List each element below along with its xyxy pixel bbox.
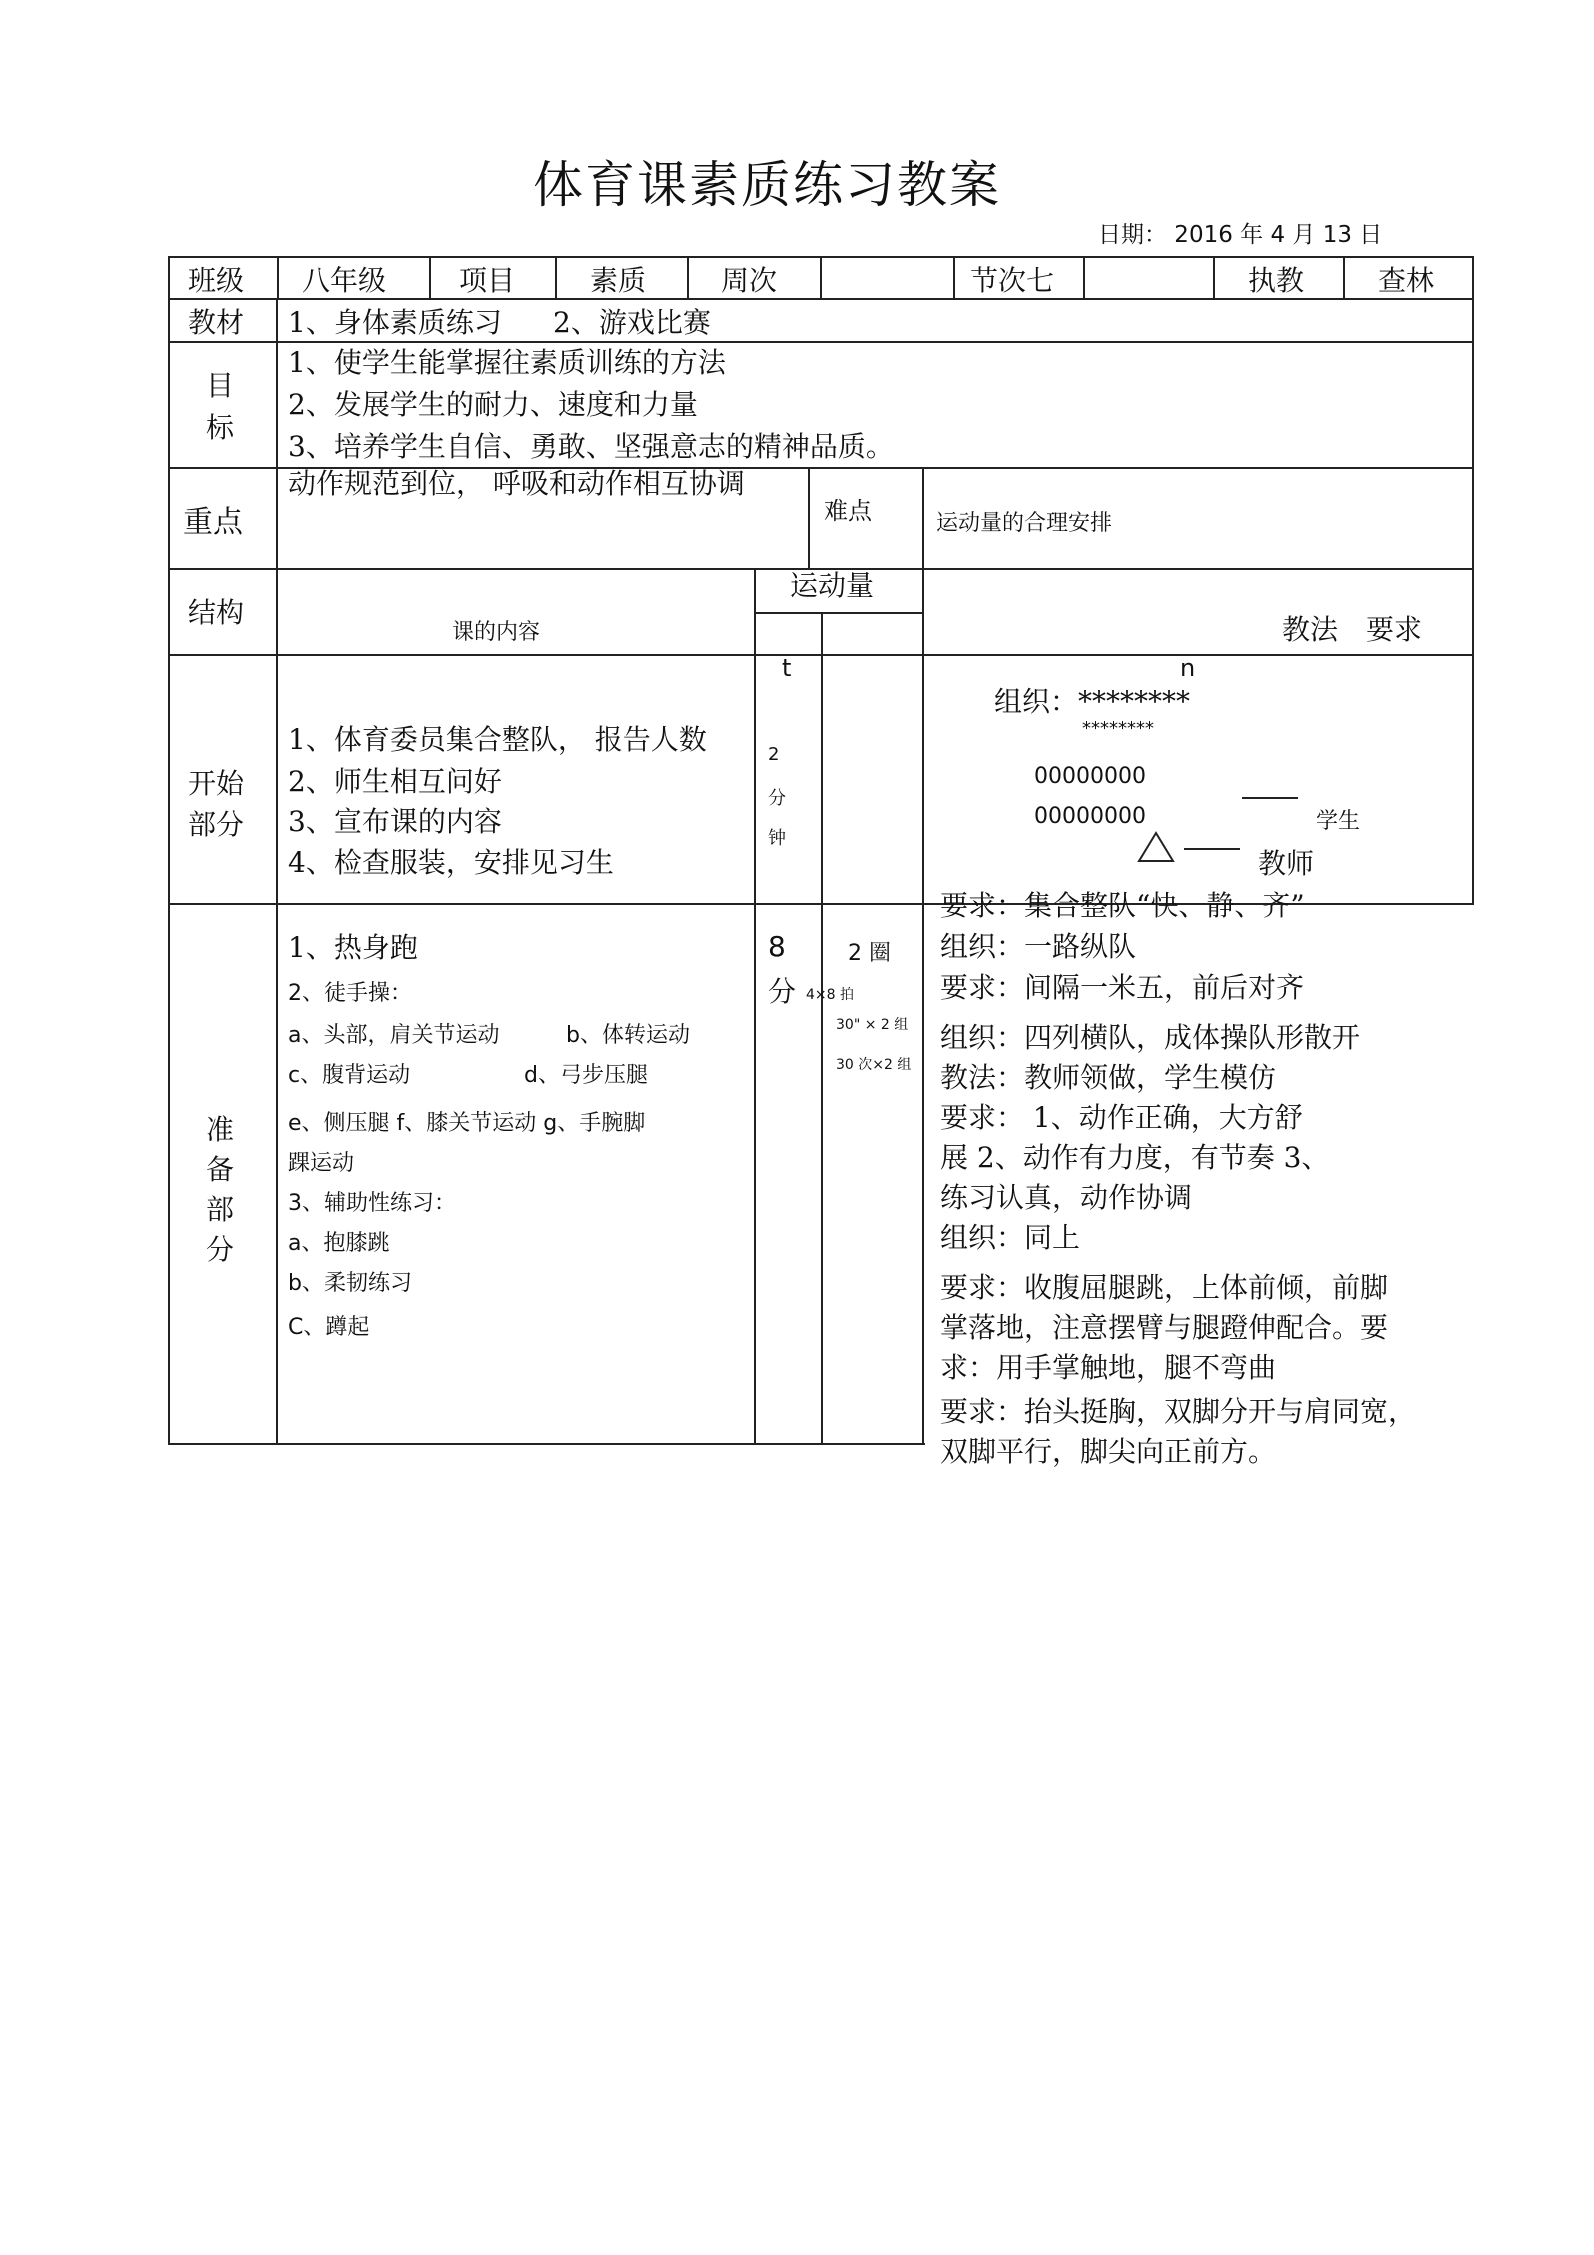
- prep-item-4a: c、腹背运动: [288, 1063, 411, 1088]
- prep-label-char-4: 分: [206, 1233, 235, 1266]
- teacher-triangle-icon: [1136, 830, 1176, 864]
- prep-method-8: 组织：同上: [940, 1221, 1081, 1254]
- start-item-4: 4、检查服装，安排见习生: [288, 846, 614, 879]
- page-title: 体育课素质练习教案: [533, 156, 1001, 214]
- structure-label: 结构: [188, 596, 245, 629]
- start-time-value: 2: [768, 744, 780, 765]
- prep-item-4b: d、弓步压腿: [524, 1063, 648, 1088]
- n-mark: n: [1180, 654, 1196, 682]
- start-section-label-1: 开始: [188, 767, 245, 800]
- prep-method-9: 要求：收腹屈腿跳，上体前倾，前脚: [940, 1271, 1389, 1304]
- prep-load-beat: 4×8 拍: [806, 987, 854, 1003]
- prep-method-5: 要求： 1、动作正确，大方舒: [940, 1101, 1303, 1134]
- prep-time-fen: 分: [768, 975, 797, 1008]
- textbook-label: 教材: [188, 306, 245, 339]
- prep-label-char-1: 准: [206, 1113, 235, 1146]
- prep-item-9: b、柔韧练习: [288, 1271, 412, 1296]
- prep-method-3: 组织：四列横队，成体操队形散开: [940, 1021, 1361, 1054]
- item-label: 项目: [459, 264, 516, 297]
- class-value: 八年级: [302, 264, 387, 297]
- prep-item-6: 踝运动: [288, 1151, 355, 1176]
- start-item-1: 1、体育委员集合整队， 报告人数: [288, 723, 707, 756]
- prep-load-30s: 30" × 2 组: [836, 1017, 909, 1033]
- prep-load-lap: 2 圈: [848, 941, 891, 966]
- prep-item-2: 2、徒手操：: [288, 981, 412, 1006]
- org-formation-row-2: ********: [1082, 718, 1154, 739]
- goals-label-1: 目: [206, 369, 235, 402]
- start-requirement: 要求：集合整队“快、静、齐”: [940, 889, 1305, 922]
- prep-method-1: 组织：一路纵队: [940, 930, 1137, 963]
- org-formation-row-1: 组织：********: [994, 685, 1191, 718]
- start-section-label-2: 部分: [188, 808, 245, 841]
- prep-method-10: 掌落地，注意摆臂与腿蹬伸配合。要: [940, 1311, 1389, 1344]
- key-points-label: 重点: [183, 505, 243, 540]
- goal-item-3: 3、培养学生自信、勇敢、坚强意志的精神品质。: [288, 430, 894, 463]
- teacher-position-label: 教师: [1258, 847, 1315, 880]
- goals-label-2: 标: [206, 411, 235, 444]
- prep-time-8: 8: [768, 930, 786, 963]
- content-label: 课的内容: [452, 620, 541, 645]
- textbook-item-2: 2、游戏比赛: [553, 306, 711, 339]
- week-label: 周次: [721, 264, 778, 297]
- student-label: 学生: [1316, 809, 1361, 834]
- textbook-item-1: 1、身体素质练习: [288, 306, 502, 339]
- start-item-3: 3、宣布课的内容: [288, 805, 502, 838]
- prep-load-30c: 30 次×2 组: [836, 1057, 912, 1073]
- method-label: 教法 要求: [1282, 613, 1423, 646]
- prep-label-char-2: 备: [206, 1153, 235, 1186]
- prep-method-6: 展 2、动作有力度，有节奏 3、: [940, 1141, 1330, 1174]
- start-time-unit-2: 钟: [768, 828, 786, 849]
- lesson-date: 日期： 2016 年 4 月 13 日: [1098, 222, 1383, 248]
- prep-item-10: C、蹲起: [288, 1315, 370, 1340]
- teacher-value: 查林: [1378, 264, 1435, 297]
- prep-method-11: 求：用手掌触地，腿不弯曲: [940, 1351, 1277, 1384]
- teacher-label: 执教: [1248, 264, 1305, 297]
- prep-item-7: 3、辅助性练习：: [288, 1191, 456, 1216]
- prep-item-3b: b、体转运动: [566, 1023, 690, 1048]
- session-label: 节次七: [970, 264, 1055, 297]
- prep-method-4: 教法：教师领做，学生模仿: [940, 1061, 1277, 1094]
- prep-method-2: 要求：间隔一米五，前后对齐: [940, 971, 1305, 1004]
- prep-method-13: 双脚平行，脚尖向正前方。: [940, 1435, 1277, 1468]
- difficulty-text: 运动量的合理安排: [936, 511, 1113, 536]
- time-t-mark: t: [782, 654, 792, 682]
- prep-method-12: 要求：抬头挺胸，双脚分开与肩同宽，: [940, 1395, 1417, 1428]
- prep-item-5: e、侧压腿 f、膝关节运动 g、手腕脚: [288, 1111, 646, 1136]
- item-value: 素质: [590, 264, 647, 297]
- start-time-unit-1: 分: [768, 788, 786, 809]
- prep-label-char-3: 部: [206, 1193, 235, 1226]
- start-item-2: 2、师生相互问好: [288, 765, 502, 798]
- prep-item-1: 1、热身跑: [288, 931, 418, 964]
- goal-item-2: 2、发展学生的耐力、速度和力量: [288, 388, 698, 421]
- class-label: 班级: [188, 264, 245, 297]
- org-formation-row-4: 00000000: [1034, 804, 1146, 829]
- prep-item-8: a、抱膝跳: [288, 1231, 390, 1256]
- org-formation-row-3: 00000000: [1034, 764, 1146, 789]
- difficulty-label: 难点: [824, 497, 872, 525]
- prep-method-7: 练习认真，动作协调: [940, 1181, 1193, 1214]
- load-label: 运动量: [790, 569, 875, 602]
- key-points-text: 动作规范到位， 呼吸和动作相互协调: [288, 467, 745, 500]
- prep-item-3a: a、头部，肩关节运动: [288, 1023, 500, 1048]
- goal-item-1: 1、使学生能掌握往素质训练的方法: [288, 346, 726, 379]
